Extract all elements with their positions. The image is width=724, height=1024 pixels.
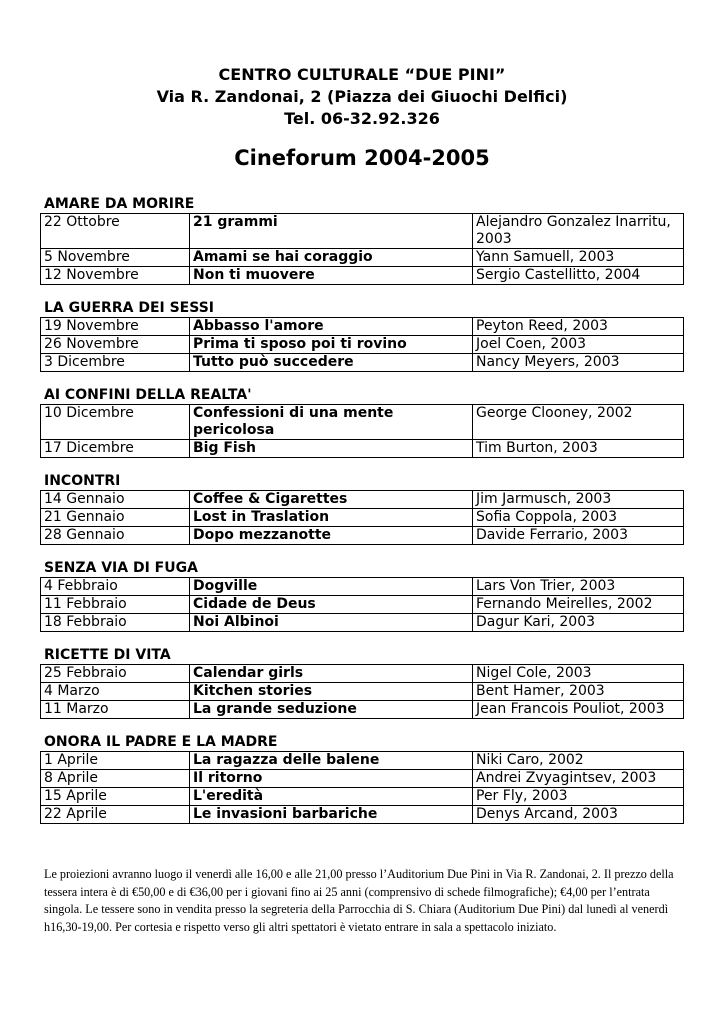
- table-row: [41, 665, 684, 683]
- director-year: Sofia Coppola, 2003: [473, 509, 684, 527]
- director-year: Dagur Kari, 2003: [473, 614, 684, 632]
- film-title: Noi Albinoi: [190, 614, 473, 632]
- film-title: Prima ti sposo poi ti rovino: [190, 336, 473, 354]
- table-row: [41, 683, 684, 701]
- screening-date: 4 Febbraio: [41, 578, 190, 596]
- director-year: Nigel Cole, 2003: [473, 665, 684, 683]
- film-title: Cidade de Deus: [190, 596, 473, 614]
- table-row: [41, 806, 684, 824]
- film-title: Amami se hai coraggio: [190, 249, 473, 267]
- director-year: Lars Von Trier, 2003: [473, 578, 684, 596]
- table-row: [41, 249, 684, 267]
- film-title: Non ti muovere: [190, 267, 473, 285]
- director-year: Nancy Meyers, 2003: [473, 354, 684, 372]
- screening-date: 28 Gennaio: [41, 527, 190, 545]
- director-year: Fernando Meirelles, 2002: [473, 596, 684, 614]
- director-year: Jim Jarmusch, 2003: [473, 491, 684, 509]
- screening-date: 26 Novembre: [41, 336, 190, 354]
- screening-date: 19 Novembre: [41, 318, 190, 336]
- screening-date: 4 Marzo: [41, 683, 190, 701]
- film-title: Lost in Traslation: [190, 509, 473, 527]
- director-year: Peyton Reed, 2003: [473, 318, 684, 336]
- section-title: AMARE DA MORIRE: [44, 196, 195, 212]
- organization-name: CENTRO CULTURALE “DUE PINI”: [218, 65, 506, 84]
- screening-date: 5 Novembre: [41, 249, 190, 267]
- table-row: [41, 440, 684, 458]
- director-year: Jean Francois Pouliot, 2003: [473, 701, 684, 719]
- screening-date: 3 Dicembre: [41, 354, 190, 372]
- director-year: Niki Caro, 2002: [473, 752, 684, 770]
- film-title: La ragazza delle balene: [190, 752, 473, 770]
- screening-date: 14 Gennaio: [41, 491, 190, 509]
- film-title: L'eredità: [190, 788, 473, 806]
- schedule-table: [40, 213, 684, 285]
- footer-note: Le proiezioni avranno luogo il venerdì alle 16,00 e alle 21,00 presso l’Auditorium Due Pini in Via R. Zandonai, 2. Il prezzo della tessera intera è di €50,00 e di €36,00 per i giovani fino ai 25 anni (comprensivo di schede filmografiche); €4,00 per l’entrata singola. Le tessere sono in vendita presso la segreteria della Parrocchia di S. Chiara (Auditorium Due Pini) dal lunedì al venerdì h16,30-19,00. Per cortesia e rispetto verso gli altri spettatori è vietato entrare in sala a spettacolo iniziato.: [44, 867, 674, 934]
- screening-date: 15 Aprile: [41, 788, 190, 806]
- screening-date: 22 Ottobre: [41, 214, 190, 249]
- film-title: Abbasso l'amore: [190, 318, 473, 336]
- director-year: Davide Ferrario, 2003: [473, 527, 684, 545]
- section-title: RICETTE DI VITA: [44, 647, 171, 663]
- screening-date: 11 Febbraio: [41, 596, 190, 614]
- film-title: Dogville: [190, 578, 473, 596]
- screening-date: 18 Febbraio: [41, 614, 190, 632]
- screening-date: 25 Febbraio: [41, 665, 190, 683]
- screening-date: 17 Dicembre: [41, 440, 190, 458]
- film-title: Tutto può succedere: [190, 354, 473, 372]
- program-section: [40, 386, 684, 458]
- schedule-table: [40, 404, 684, 458]
- program-section: [40, 646, 684, 719]
- program-section: [40, 559, 684, 632]
- director-year: George Clooney, 2002: [473, 405, 684, 440]
- section-title: AI CONFINI DELLA REALTA': [44, 387, 252, 403]
- program-section: [40, 195, 684, 285]
- schedule-table: [40, 317, 684, 372]
- table-row: [41, 788, 684, 806]
- page-title: Cineforum 2004-2005: [234, 146, 490, 170]
- program-section: [40, 299, 684, 372]
- section-title: INCONTRI: [44, 473, 121, 489]
- table-row: [41, 527, 684, 545]
- screening-date: 10 Dicembre: [41, 405, 190, 440]
- table-row: [41, 770, 684, 788]
- schedule-table: [40, 664, 684, 719]
- screening-date: 22 Aprile: [41, 806, 190, 824]
- director-year: Per Fly, 2003: [473, 788, 684, 806]
- film-title: Dopo mezzanotte: [190, 527, 473, 545]
- screening-date: 21 Gennaio: [41, 509, 190, 527]
- table-row: [41, 491, 684, 509]
- table-row: [41, 336, 684, 354]
- screening-date: 12 Novembre: [41, 267, 190, 285]
- phone: Tel. 06-32.92.326: [284, 109, 440, 128]
- film-title: Big Fish: [190, 440, 473, 458]
- director-year: Andrei Zvyagintsev, 2003: [473, 770, 684, 788]
- table-row: [41, 752, 684, 770]
- film-title: Il ritorno: [190, 770, 473, 788]
- director-year: Joel Coen, 2003: [473, 336, 684, 354]
- section-title: ONORA IL PADRE E LA MADRE: [44, 734, 278, 750]
- film-title: Coffee & Cigarettes: [190, 491, 473, 509]
- table-row: [41, 578, 684, 596]
- film-title: Calendar girls: [190, 665, 473, 683]
- table-row: [41, 614, 684, 632]
- director-year: Bent Hamer, 2003: [473, 683, 684, 701]
- program-section: [40, 472, 684, 545]
- director-year: Tim Burton, 2003: [473, 440, 684, 458]
- header: [0, 64, 724, 172]
- table-row: [41, 267, 684, 285]
- table-row: [41, 214, 684, 249]
- table-row: [41, 405, 684, 440]
- program: [40, 195, 684, 838]
- table-row: [41, 354, 684, 372]
- address: Via R. Zandonai, 2 (Piazza dei Giuochi Delfici): [156, 87, 568, 106]
- film-title: La grande seduzione: [190, 701, 473, 719]
- schedule-table: [40, 577, 684, 632]
- screening-date: 8 Aprile: [41, 770, 190, 788]
- film-title: Confessioni di una mente pericolosa: [190, 405, 473, 440]
- table-row: [41, 701, 684, 719]
- director-year: Alejandro Gonzalez Inarritu, 2003: [473, 214, 684, 249]
- section-title: LA GUERRA DEI SESSI: [44, 300, 214, 316]
- table-row: [41, 509, 684, 527]
- table-row: [41, 318, 684, 336]
- table-row: [41, 596, 684, 614]
- section-title: SENZA VIA DI FUGA: [44, 560, 198, 576]
- schedule-table: [40, 751, 684, 824]
- director-year: Yann Samuell, 2003: [473, 249, 684, 267]
- screening-date: 11 Marzo: [41, 701, 190, 719]
- director-year: Sergio Castellitto, 2004: [473, 267, 684, 285]
- film-title: Le invasioni barbariche: [190, 806, 473, 824]
- schedule-table: [40, 490, 684, 545]
- film-title: 21 grammi: [190, 214, 473, 249]
- screening-date: 1 Aprile: [41, 752, 190, 770]
- director-year: Denys Arcand, 2003: [473, 806, 684, 824]
- program-section: [40, 733, 684, 824]
- film-title: Kitchen stories: [190, 683, 473, 701]
